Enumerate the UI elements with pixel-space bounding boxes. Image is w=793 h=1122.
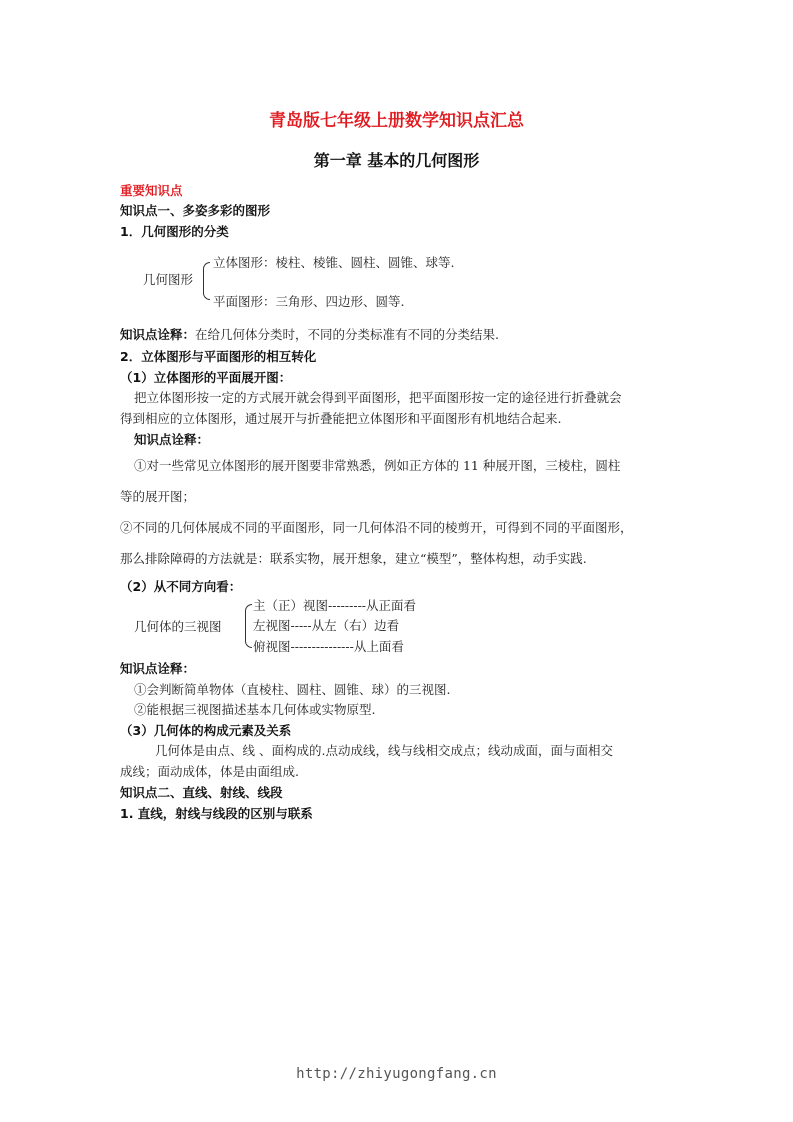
- note-2-item-b-line-1: ②不同的几何体展成不同的平面图形，同一几何体沿不同的棱剪开，可得到不同的平面图形，: [120, 520, 633, 535]
- part-3-paragraph-line-1: 几何体是由点、线 、面构成的.点动成线，线与线相交成点；线动成面，面与面相交: [155, 743, 613, 758]
- classification-brace: [203, 262, 210, 300]
- three-views-brace: [245, 604, 252, 648]
- knowledge-point-1-title: 知识点一、多姿多彩的图形: [120, 203, 271, 218]
- part-1-title: （1）立体图形的平面展开图：: [120, 370, 292, 385]
- note-1-label: 知识点诠释：: [120, 327, 196, 342]
- three-views-label: 几何体的三视图: [134, 619, 222, 634]
- note-1: [120, 324, 499, 343]
- part-1-paragraph-line-2: 得到相应的立体图形，通过展开与折叠能把立体图形和平面图形有机地结合起来.: [120, 411, 562, 426]
- solid-figures-line: 立体图形：棱柱、棱锥、圆柱、圆锥、球等.: [213, 255, 455, 270]
- note-2-item-a-line-1: ①对一些常见立体图形的展开图要非常熟悉，例如正方体的 11 种展开图，三棱柱，圆柱: [134, 458, 621, 473]
- part-2-title: （2）从不同方向看：: [120, 579, 242, 594]
- note-3-label: 知识点诠释：: [120, 661, 196, 676]
- document-title: 青岛版七年级上册数学知识点汇总: [269, 111, 524, 131]
- note-2-item-a-line-2: 等的展开图；: [120, 489, 196, 504]
- chapter-heading: 第一章 基本的几何图形: [313, 151, 480, 170]
- knowledge-point-2-title: 知识点二、直线、射线、线段: [120, 785, 283, 800]
- section-2-title: 2．立体图形与平面图形的相互转化: [120, 349, 317, 364]
- part-1-paragraph-line-1: 把立体图形按一定的方式展开就会得到平面图形，把平面图形按一定的途径进行折叠就会: [134, 390, 622, 405]
- plane-figures-line: 平面图形：三角形、四边形、圆等.: [213, 294, 405, 309]
- front-view-line: 主（正）视图---------从正面看: [253, 598, 417, 613]
- important-heading: 重要知识点: [120, 183, 183, 198]
- note-3-item-b: ②能根据三视图描述基本几何体或实物原型.: [134, 702, 376, 717]
- note-2-label: 知识点诠释：: [134, 432, 210, 447]
- part-3-paragraph-line-2: 成线；面动成体，体是由面组成.: [120, 764, 299, 779]
- note-1-text: 在给几何体分类时，不同的分类标准有不同的分类结果.: [195, 327, 499, 342]
- geometry-label: 几何图形: [143, 272, 194, 287]
- note-2-item-b-line-2: 那么排除障碍的方法就是：联系实物，展开想象，建立“模型”，整体构想，动手实践.: [120, 551, 587, 566]
- footer-url[interactable]: http://zhiyugongfang.cn: [296, 1066, 497, 1082]
- note-3-item-a: ①会判断简单物体（直棱柱、圆柱、圆锥、球）的三视图.: [134, 682, 451, 697]
- part-3-title: （3）几何体的构成元素及关系: [120, 723, 292, 738]
- top-view-line: 俯视图---------------从上面看: [253, 639, 404, 654]
- kp2-section-1-title: 1. 直线，射线与线段的区别与联系: [120, 806, 313, 821]
- left-view-line: 左视图-----从左（右）边看: [253, 618, 400, 633]
- section-1-title: 1．几何图形的分类: [120, 224, 229, 239]
